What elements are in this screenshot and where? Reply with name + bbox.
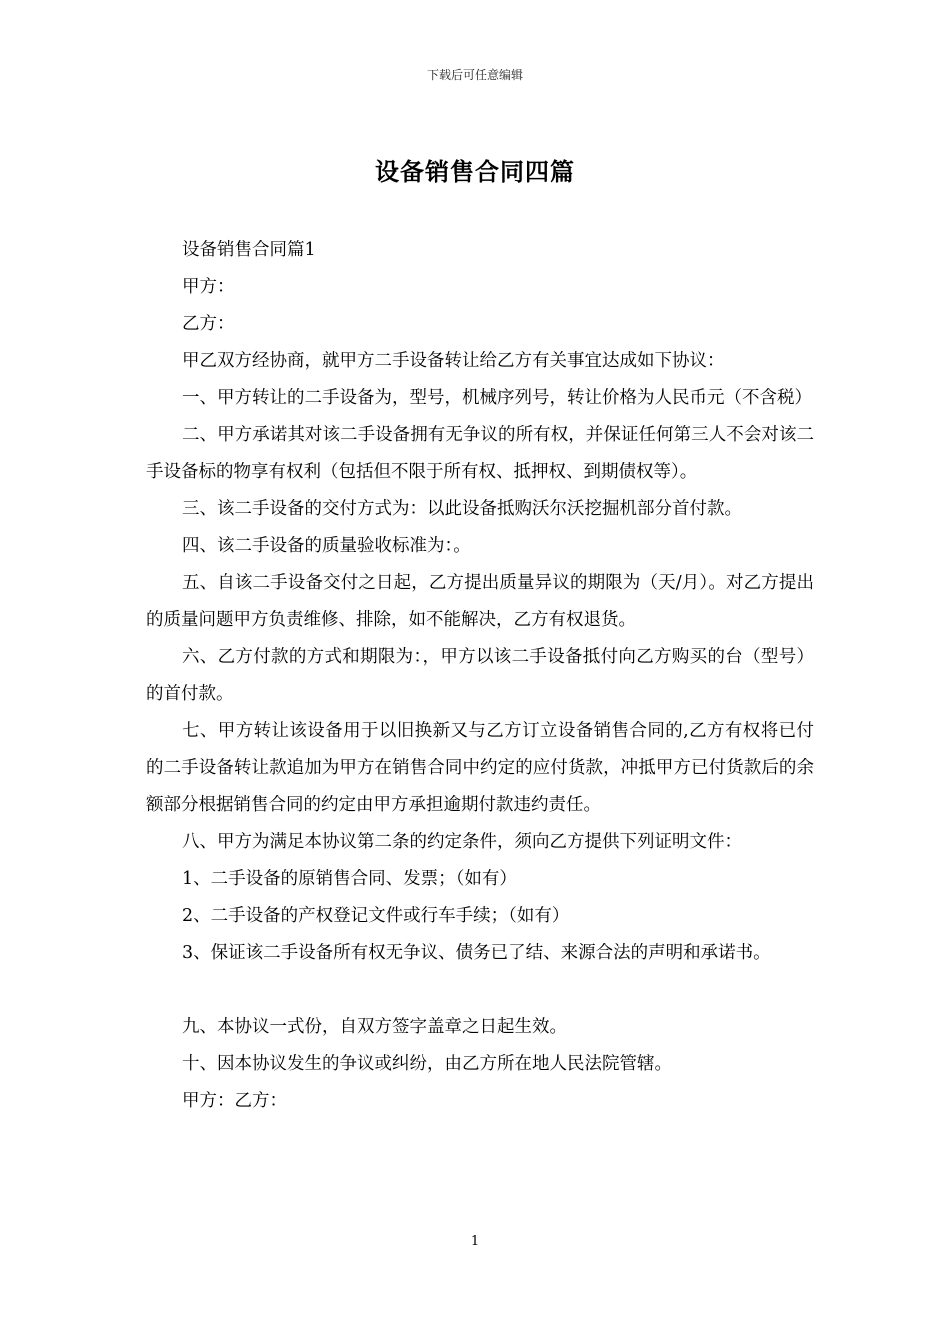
clause-5: 五、自该二手设备交付之日起，乙方提出质量异议的期限为（天/月）。对乙方提出的质量问题甲方负责维修、排除，如不能解决，乙方有权退货。 bbox=[146, 573, 814, 630]
agreement-intro: 甲乙双方经协商，就甲方二手设备转让给乙方有关事宜达成如下协议： bbox=[182, 351, 725, 371]
clause-8: 八、甲方为满足本协议第二条的约定条件，须向乙方提供下列证明文件： bbox=[182, 832, 742, 852]
clause-10: 十、因本协议发生的争议或纠纷，由乙方所在地人民法院管辖。 bbox=[182, 1054, 672, 1074]
party-a-label: 甲方： bbox=[182, 277, 235, 297]
section-heading: 设备销售合同篇1 bbox=[182, 240, 316, 260]
document-item-3: 3、保证该二手设备所有权无争议、债务已了结、来源合法的声明和承诺书。 bbox=[182, 943, 771, 963]
blank-line bbox=[146, 972, 814, 1009]
document-title: 设备销售合同四篇 bbox=[375, 157, 575, 186]
signature-line: 甲方：乙方： bbox=[182, 1091, 287, 1111]
clause-4: 四、该二手设备的质量验收标准为：。 bbox=[182, 536, 471, 556]
clause-1: 一、甲方转让的二手设备为，型号，机械序列号，转让价格为人民币元（不含税） bbox=[182, 388, 812, 408]
clause-9: 九、本协议一式份，自双方签字盖章之日起生效。 bbox=[182, 1017, 567, 1037]
header-note: 下载后可任意编辑 bbox=[426, 68, 523, 82]
party-b-label: 乙方： bbox=[182, 314, 235, 334]
document-item-1: 1、二手设备的原销售合同、发票；（如有） bbox=[182, 869, 517, 889]
document-body bbox=[146, 232, 814, 1120]
clause-2: 二、甲方承诺其对该二手设备拥有无争议的所有权，并保证任何第三人不会对该二手设备标的物享有权利（包括但不限于所有权、抵押权、到期债权等）。 bbox=[146, 425, 814, 482]
clause-3: 三、该二手设备的交付方式为：以此设备抵购沃尔沃挖掘机部分首付款。 bbox=[182, 499, 742, 519]
clause-7: 七、甲方转让该设备用于以旧换新又与乙方订立设备销售合同的,乙方有权将已付的二手设备转让款追加为甲方在销售合同中约定的应付货款，冲抵甲方已付货款后的余额部分根据销售合同的约定由甲方承担逾期付款违约责任。 bbox=[146, 721, 814, 815]
clause-6: 六、乙方付款的方式和期限为：，甲方以该二手设备抵付向乙方购买的台（型号）的首付款。 bbox=[146, 647, 814, 704]
page-number: 1 bbox=[470, 1234, 480, 1249]
document-item-2: 2、二手设备的产权登记文件或行车手续；（如有） bbox=[182, 906, 570, 926]
